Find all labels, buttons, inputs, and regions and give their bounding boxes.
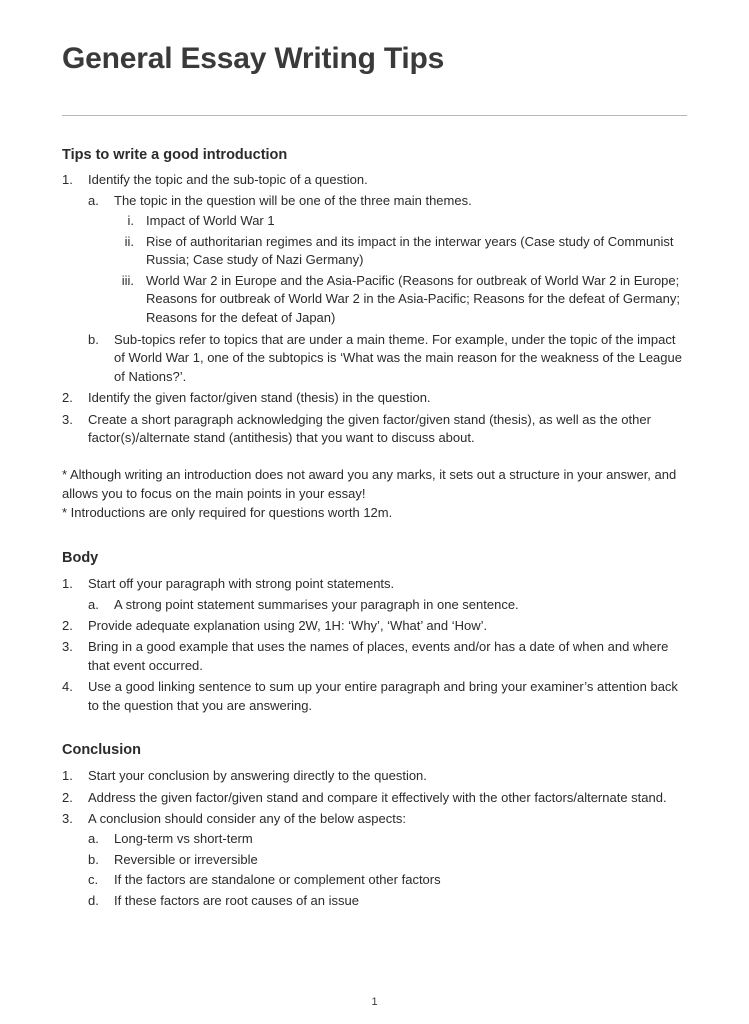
list-level-1: [62, 171, 687, 447]
list-item-text: Provide adequate explanation using 2W, 1H: ‘Why’, ‘What’ and ‘How’.: [88, 617, 488, 633]
note-text: * Although writing an introduction does not award you any marks, it sets out a structure in your answer, and allows you to focus on the main points in your essay!: [62, 466, 677, 501]
list-item-text: A strong point statement summarises your paragraph in one sentence.: [114, 596, 519, 612]
list-marker: c.: [88, 872, 99, 888]
list-item: [114, 272, 687, 327]
list-item: [62, 678, 687, 715]
list-item-text: Use a good linking sentence to sum up your entire paragraph and bring your examiner’s attention back to the question that you are answering.: [88, 679, 678, 713]
list-item-text: Rise of authoritarian regimes and its impact in the interwar years (Case study of Communist Russia; Case study of Nazi Germany): [146, 233, 674, 268]
section-introduction: [62, 146, 687, 524]
list-marker: iii.: [121, 272, 134, 288]
list-marker: 3.: [62, 639, 73, 655]
list-item-text: Identify the topic and the sub-topic of a question.: [88, 172, 368, 188]
list-item: [88, 331, 687, 386]
list-item-text: If these factors are root causes of an issue: [114, 892, 359, 908]
list-item-text: Start off your paragraph with strong point statements.: [88, 576, 395, 592]
list-item: [62, 389, 687, 407]
list-item-text: Reversible or irreversible: [114, 851, 258, 867]
list-level-3: [114, 212, 687, 327]
section-heading: Tips to write a good introduction: [62, 146, 288, 163]
section-conclusion: [62, 741, 687, 910]
list-item: [62, 575, 687, 614]
section-notes: [62, 466, 687, 524]
list-marker: b.: [88, 851, 99, 867]
list-level-2: [88, 830, 687, 910]
list-item-text: Identify the given factor/given stand (thesis) in the question.: [88, 390, 431, 406]
list-marker: i.: [127, 213, 134, 229]
list-marker: d.: [88, 892, 99, 908]
list-item: [62, 171, 687, 386]
list-item-text: Bring in a good example that uses the names of places, events and/or has a date of when and where that event occurred.: [88, 639, 669, 673]
list-item-text: Impact of World War 1: [146, 213, 275, 229]
section-heading: Conclusion: [62, 742, 141, 759]
list-level-2: [88, 192, 687, 387]
list-item: [88, 892, 687, 910]
list-marker: 4.: [62, 679, 73, 695]
note-text: * Introductions are only required for questions worth 12m.: [62, 505, 393, 521]
list-marker: b.: [88, 331, 99, 347]
list-level-1: [62, 575, 687, 715]
list-marker: a.: [88, 192, 99, 208]
list-marker: 3.: [62, 411, 73, 427]
list-item-text: Start your conclusion by answering directly to the question.: [88, 768, 427, 784]
list-item: [62, 810, 687, 910]
list-item: [62, 411, 687, 448]
section-heading: Body: [62, 550, 99, 567]
list-item: [62, 638, 687, 675]
list-marker: 2.: [62, 789, 73, 805]
list-marker: a.: [88, 596, 99, 612]
list-item: [88, 871, 687, 889]
list-level-2: [88, 596, 687, 614]
list-item: [88, 596, 687, 614]
list-item: [114, 212, 687, 230]
list-item-text: Long-term vs short-term: [114, 831, 253, 847]
list-item: [114, 233, 687, 270]
list-item: [62, 617, 687, 635]
title-divider: [62, 115, 687, 116]
list-item: [62, 767, 687, 785]
list-item-text: World War 2 in Europe and the Asia-Pacific (Reasons for outbreak of World War 2 in Europe; Reasons for outbreak of World War 2 in the Asia-Pacific; Reasons for the defeat of Germany; Reasons for the defeat of Japan): [146, 272, 680, 325]
list-marker: 2.: [62, 390, 73, 406]
list-item-text: A conclusion should consider any of the below aspects:: [88, 810, 406, 826]
list-marker: 1.: [62, 576, 73, 592]
list-item: [88, 830, 687, 848]
page-title: General Essay Writing Tips: [62, 42, 445, 75]
list-item-text: Sub-topics refer to topics that are under a main theme. For example, under the topic of the impact of World War 1, one of the subtopics is ‘What was the main reason for the weakness of the League of Nations?’.: [114, 331, 682, 384]
list-item: [62, 789, 687, 807]
section-body: [62, 549, 687, 715]
list-item-text: The topic in the question will be one of the three main themes.: [114, 192, 472, 208]
list-item: [88, 851, 687, 869]
list-item-text: Create a short paragraph acknowledging the given factor/given stand (thesis), as well as the other factor(s)/alternate stand (antithesis) that you want to discuss about.: [88, 411, 651, 446]
list-marker: 3.: [62, 810, 73, 826]
list-level-1: [62, 767, 687, 910]
page-number: 1: [371, 996, 378, 1008]
list-item-text: If the factors are standalone or complement other factors: [114, 872, 441, 888]
list-item-text: Address the given factor/given stand and compare it effectively with the other factors/alternate stand.: [88, 789, 667, 805]
list-item: [88, 192, 687, 327]
list-marker: 1.: [62, 172, 73, 188]
list-marker: 2.: [62, 617, 73, 633]
list-marker: 1.: [62, 768, 73, 784]
list-marker: a.: [88, 831, 99, 847]
list-marker: ii.: [124, 233, 134, 249]
